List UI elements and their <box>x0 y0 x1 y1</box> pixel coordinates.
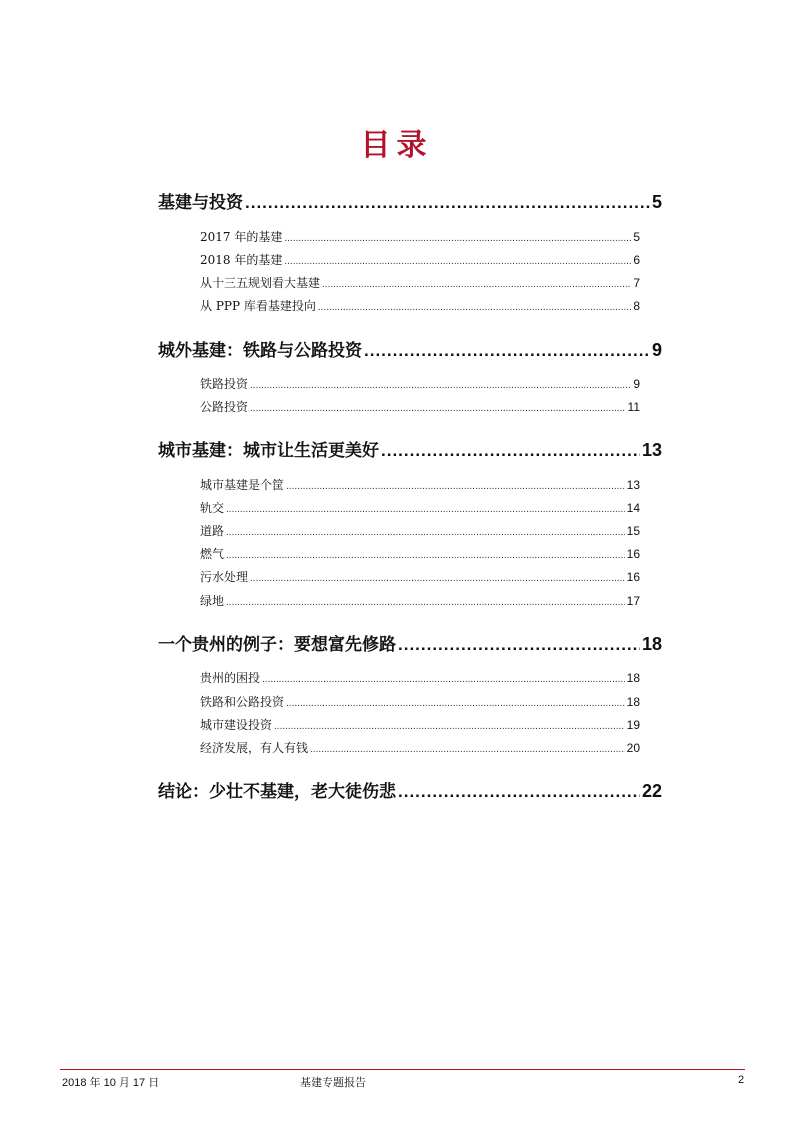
toc-page-number: 7 <box>633 276 640 290</box>
toc-item[interactable] <box>200 476 640 494</box>
toc-leader <box>226 504 625 515</box>
toc-page-number: 5 <box>651 192 662 212</box>
toc-page-number: 9 <box>633 377 640 391</box>
toc-item[interactable] <box>200 545 640 563</box>
toc-section-title: 城外基建：铁路与公路投资 <box>158 341 362 361</box>
toc-leader <box>364 341 650 361</box>
toc-section-rail-road[interactable] <box>158 336 662 360</box>
toc-item-title: 从十三五规划看大基建 <box>200 276 321 290</box>
toc-page-number: 22 <box>641 781 662 801</box>
toc-item-title: 2018 年的基建 <box>200 253 283 267</box>
footer-page-number: 2 <box>738 1074 745 1086</box>
toc-page-number: 11 <box>627 400 640 414</box>
toc-leader <box>381 441 640 461</box>
toc-item-title: 城市建设投资 <box>200 718 273 732</box>
footer-date: 2018 年 10 月 17 日 <box>62 1077 160 1089</box>
toc-leader <box>284 233 631 244</box>
toc-page-number: 13 <box>626 478 640 492</box>
footer-divider <box>60 1069 745 1070</box>
toc-page-number: 19 <box>626 718 640 732</box>
toc-item[interactable] <box>200 251 640 269</box>
toc-section-title: 基建与投资 <box>158 193 243 213</box>
toc-section-title: 一个贵州的例子：要想富先修路 <box>158 635 396 655</box>
toc-item-title: 2017 年的基建 <box>200 230 283 244</box>
toc-page-number: 6 <box>633 253 640 267</box>
toc-page-number: 18 <box>626 671 640 685</box>
toc-item-title: 铁路投资 <box>200 377 249 391</box>
footer-report-title: 基建专题报告 <box>300 1076 366 1089</box>
toc-item[interactable] <box>200 592 640 610</box>
toc-leader <box>226 597 625 608</box>
toc-item-title: 铁路和公路投资 <box>200 695 285 709</box>
toc-leader <box>318 302 631 313</box>
toc-item[interactable] <box>200 568 640 586</box>
page-title: 目录 <box>360 128 433 163</box>
toc-page-number: 20 <box>626 741 640 755</box>
toc-item[interactable] <box>200 522 640 540</box>
toc-leader <box>274 721 625 732</box>
toc-page-number: 13 <box>641 440 662 460</box>
toc-page-number: 5 <box>633 230 640 244</box>
toc-leader <box>398 635 640 655</box>
toc-item[interactable] <box>200 297 640 315</box>
toc-section-conclusion[interactable] <box>158 777 662 801</box>
toc-leader <box>286 698 625 709</box>
toc-item-title: 燃气 <box>200 547 225 561</box>
toc-item-title: 轨交 <box>200 501 225 515</box>
toc-item-title: 贵州的困投 <box>200 671 261 685</box>
toc-item[interactable] <box>200 739 640 757</box>
toc-leader <box>262 674 625 685</box>
toc-section-title: 结论：少壮不基建，老大徒伤悲 <box>158 782 396 802</box>
toc-item[interactable] <box>200 693 640 711</box>
toc-item[interactable] <box>200 499 640 517</box>
toc-leader <box>284 256 631 267</box>
toc-page-number: 14 <box>626 501 640 515</box>
toc-section-infrastructure-investment[interactable] <box>158 188 662 212</box>
toc-page-number: 9 <box>651 340 662 360</box>
toc-section-guizhou[interactable] <box>158 630 662 654</box>
toc-item-title: 从 PPP 库看基建投向 <box>200 299 316 313</box>
toc-item-title: 道路 <box>200 524 225 538</box>
toc-page-number: 18 <box>626 695 640 709</box>
toc-leader <box>310 744 625 755</box>
toc-item-title: 城市基建是个筐 <box>200 478 285 492</box>
toc-section-title: 城市基建：城市让生活更美好 <box>158 441 379 461</box>
toc-leader <box>286 481 625 492</box>
toc-item[interactable] <box>200 716 640 734</box>
toc-leader <box>250 573 625 584</box>
toc-item-title: 污水处理 <box>200 570 249 584</box>
toc-section-urban[interactable] <box>158 436 662 460</box>
toc-leader <box>226 527 625 538</box>
toc-item-title: 绿地 <box>200 594 225 608</box>
toc-page-number: 16 <box>626 570 640 584</box>
toc-page-number: 15 <box>626 524 640 538</box>
toc-leader <box>245 193 650 213</box>
toc-leader <box>250 403 626 414</box>
toc-page-number: 18 <box>641 634 662 654</box>
toc-item[interactable] <box>200 398 640 416</box>
toc-leader <box>250 380 631 391</box>
toc-leader <box>226 550 625 561</box>
toc-item[interactable] <box>200 375 640 393</box>
toc-leader <box>398 782 640 802</box>
toc-item-title: 公路投资 <box>200 400 249 414</box>
toc-item[interactable] <box>200 669 640 687</box>
toc-page-number: 16 <box>626 547 640 561</box>
toc-item-title: 经济发展，有人有钱 <box>200 741 309 755</box>
toc-page-number: 8 <box>633 299 640 313</box>
toc-page-number: 17 <box>626 594 640 608</box>
toc-item[interactable] <box>200 228 640 246</box>
toc-leader <box>322 279 631 290</box>
toc-item[interactable] <box>200 274 640 292</box>
